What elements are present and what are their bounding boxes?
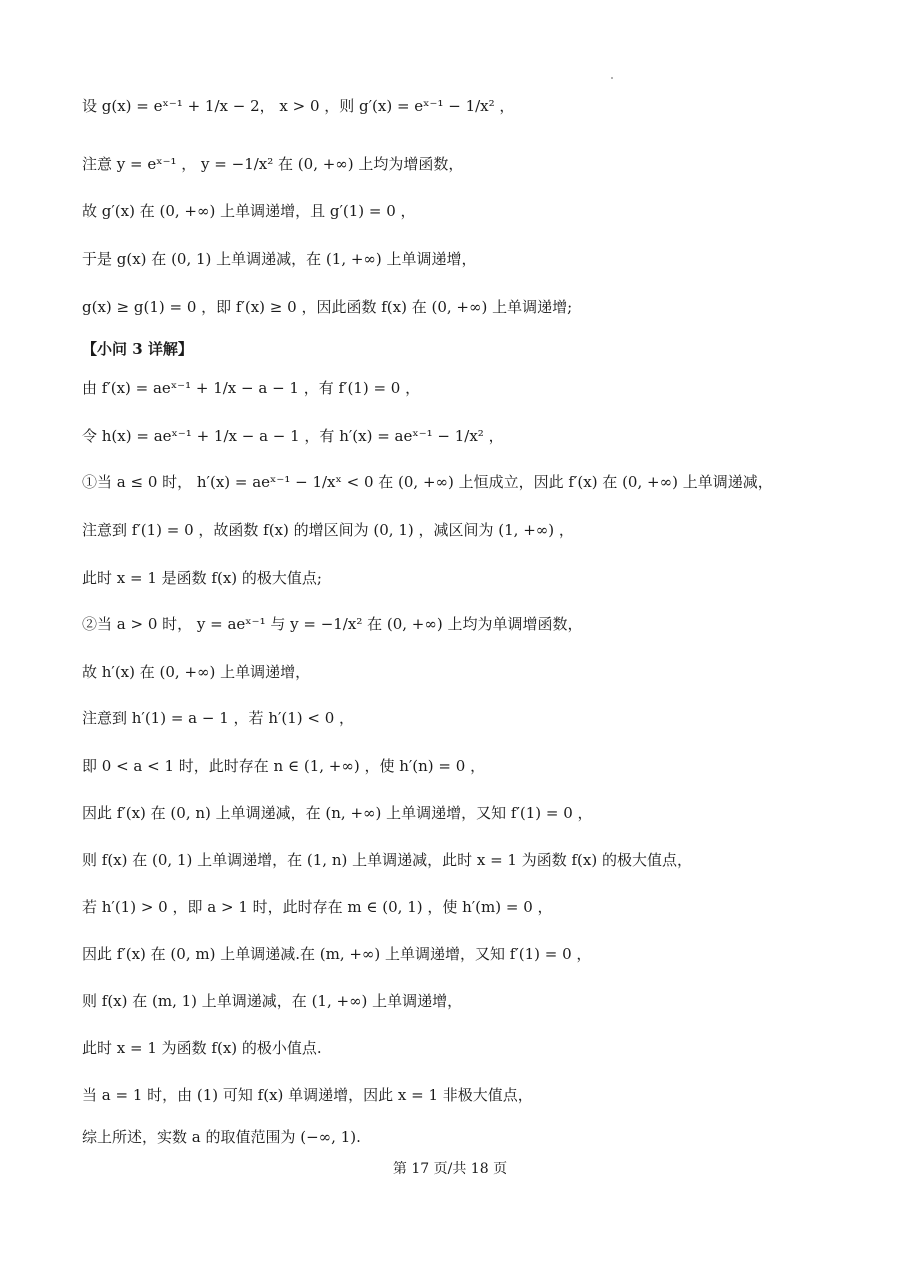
text-line: ①当 a ≤ 0 时， h′(x) = aeˣ⁻¹ − 1/xˣ < 0 在 (0, +∞) 上恒成立，因此 f′(x) 在 (0, +∞) 上单调递减， [82, 473, 773, 491]
scan-speck [611, 77, 613, 79]
text-line: 当 a = 1 时，由 (1) 可知 f(x) 单调递增，因此 x = 1 非极大值点， [82, 1086, 533, 1104]
text-line: 故 g′(x) 在 (0, +∞) 上单调递增，且 g′(1) = 0 ， [82, 202, 416, 220]
text-line: 则 f(x) 在 (0, 1) 上单调递增，在 (1, n) 上单调递减，此时 x = 1 为函数 f(x) 的极大值点， [82, 851, 692, 869]
text-line: 由 f′(x) = aeˣ⁻¹ + 1/x − a − 1 ，有 f′(1) = 0 ， [82, 379, 421, 397]
text-line: 于是 g(x) 在 (0, 1) 上单调递减，在 (1, +∞) 上单调递增， [82, 250, 477, 268]
text-line: 注意 y = eˣ⁻¹ ， y = −1/x² 在 (0, +∞) 上均为增函数， [82, 155, 464, 173]
text-line: 综上所述，实数 a 的取值范围为 (−∞, 1). [82, 1128, 361, 1146]
text-line: 注意到 h′(1) = a − 1 ，若 h′(1) < 0 ， [82, 709, 355, 727]
text-line: 因此 f′(x) 在 (0, n) 上单调递减，在 (n, +∞) 上单调递增，又知 f′(1) = 0 ， [82, 804, 593, 822]
text-line: 即 0 < a < 1 时，此时存在 n ∈ (1, +∞) ，使 h′(n) = 0 ， [82, 757, 486, 775]
text-line: 此时 x = 1 为函数 f(x) 的极小值点. [82, 1039, 322, 1057]
text-line: 故 h′(x) 在 (0, +∞) 上单调递增， [82, 663, 311, 681]
text-line: ②当 a > 0 时， y = aeˣ⁻¹ 与 y = −1/x² 在 (0, +∞) 上均为单调增函数， [82, 615, 583, 633]
text-line: 注意到 f′(1) = 0 ，故函数 f(x) 的增区间为 (0, 1) ，减区间为 (1, +∞) ， [82, 521, 574, 539]
text-line: 若 h′(1) > 0 ，即 a > 1 时，此时存在 m ∈ (0, 1) ，使 h′(m) = 0 ， [82, 898, 553, 916]
text-line: 令 h(x) = aeˣ⁻¹ + 1/x − a − 1 ，有 h′(x) = aeˣ⁻¹ − 1/x² ， [82, 427, 504, 445]
text-line: 因此 f′(x) 在 (0, m) 上单调递减.在 (m, +∞) 上单调递增，又知 f′(1) = 0 ， [82, 945, 592, 963]
text-line: 则 f(x) 在 (m, 1) 上单调递减，在 (1, +∞) 上单调递增， [82, 992, 463, 1010]
text-line: 设 g(x) = eˣ⁻¹ + 1/x − 2， x > 0 ，则 g′(x) = eˣ⁻¹ − 1/x² ， [82, 97, 515, 115]
text-line: g(x) ≥ g(1) = 0 ，即 f′(x) ≥ 0 ，因此函数 f(x) 在 (0, +∞) 上单调递增; [82, 298, 573, 316]
section-heading: 【小问 3 详解】 [82, 340, 193, 358]
text-line: 此时 x = 1 是函数 f(x) 的极大值点; [82, 569, 322, 587]
page-footer: 第 17 页/共 18 页 [392, 1161, 508, 1177]
